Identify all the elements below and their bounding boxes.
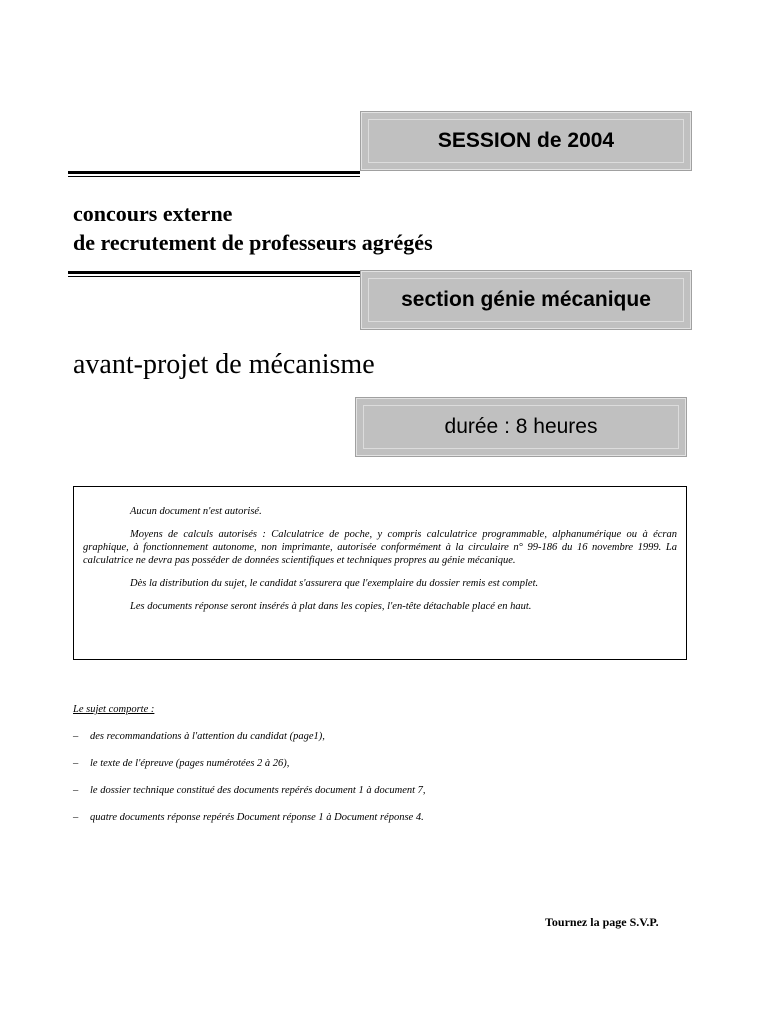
- session-box: [361, 112, 691, 170]
- horizontal-rule: [68, 271, 360, 277]
- concours-line-2: de recrutement de professeurs agrégés: [73, 230, 433, 255]
- list-item-text: le dossier technique constitué des documents repérés document 1 à document 7,: [90, 785, 426, 796]
- contents-label: Le sujet comporte :: [73, 704, 155, 715]
- section-label: section génie mécanique: [401, 288, 651, 311]
- instruction-paragraph: Les documents réponse seront insérés à plat dans les copies, l'en-tête détachable placé en haut.: [130, 601, 532, 612]
- concours-line-1: concours externe: [73, 201, 233, 226]
- list-item-text: des recommandations à l'attention du candidat (page1),: [90, 731, 325, 742]
- list-item: [73, 731, 426, 742]
- dash-bullet: –: [73, 758, 79, 769]
- list-item: [73, 785, 426, 796]
- instruction-paragraph: Dès la distribution du sujet, le candidat s'assurera que l'exemplaire du dossier remis est complet.: [130, 578, 539, 589]
- concours-title: [73, 199, 433, 257]
- contents-list: [73, 704, 426, 839]
- duration-label: durée : 8 heures: [444, 415, 598, 438]
- list-item: [73, 758, 426, 769]
- dash-bullet: –: [73, 785, 79, 796]
- list-item-text: quatre documents réponse repérés Document réponse 1 à Document réponse 4.: [90, 812, 424, 823]
- list-item-text: le texte de l'épreuve (pages numérotées 2 à 26),: [90, 758, 290, 769]
- dash-bullet: –: [73, 731, 79, 742]
- instruction-paragraph: Moyens de calculs autorisés : Calculatrice de poche, y compris calculatrice programmable, alphanumérique ou à écran graphique, à fonctionnement autonome, non imprimante, autorisée conformément à la circulaire n° 99-186 du 16 novembre 1999. La calculatrice ne devra pas posséder de données scientifiques et techniques propres au génie mécanique.: [83, 529, 677, 566]
- duration-box: [356, 398, 686, 456]
- instruction-paragraph: Aucun document n'est autorisé.: [130, 506, 262, 517]
- dash-bullet: –: [73, 812, 79, 823]
- subject-title: avant-projet de mécanisme: [73, 349, 375, 380]
- session-label: SESSION de 2004: [437, 129, 615, 152]
- instructions-box: [73, 486, 687, 660]
- horizontal-rule: [68, 171, 360, 177]
- turn-page-note: Tournez la page S.V.P.: [545, 915, 659, 929]
- section-box: [361, 271, 691, 329]
- list-item: [73, 812, 426, 823]
